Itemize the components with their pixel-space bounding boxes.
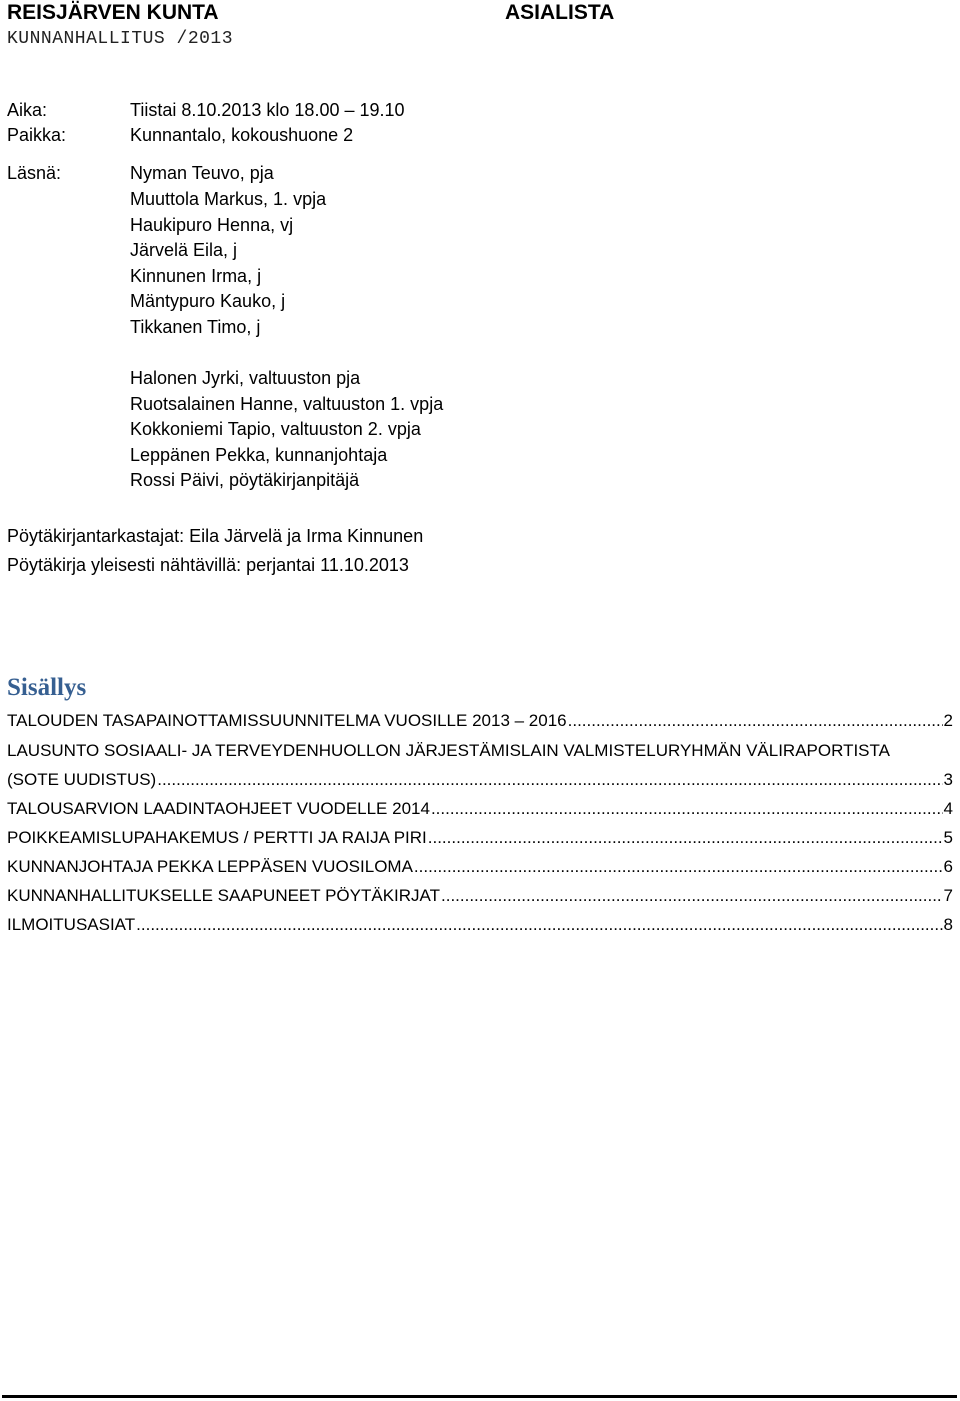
place-label: Paikka: — [7, 125, 67, 145]
document-type: ASIALISTA — [505, 1, 615, 24]
toc-leader-dots — [441, 886, 943, 906]
minutes-public-display: Pöytäkirja yleisesti nähtävillä: perjantai 11.10.2013 — [7, 555, 409, 575]
toc-entry-page: 4 — [943, 799, 953, 818]
present-label: Läsnä: — [7, 163, 62, 183]
other-attendee-line: Rossi Päivi, pöytäkirjanpitäjä — [130, 470, 360, 490]
toc-leader-dots — [414, 857, 943, 877]
toc-entry-title: (SOTE UUDISTUS) — [7, 770, 157, 789]
toc-leader-dots — [136, 915, 942, 935]
toc-leader-dots — [568, 711, 943, 731]
toc-entry-page: 6 — [943, 857, 953, 876]
member-line: Tikkanen Timo, j — [130, 317, 261, 337]
toc-heading: Sisällys — [7, 674, 87, 701]
body-and-number: KUNNANHALLITUS /2013 — [7, 29, 234, 49]
toc-entry-title: KUNNANJOHTAJA PEKKA LEPPÄSEN VUOSILOMA — [7, 857, 413, 876]
toc-entry-title: POIKKEAMISLUPAHAKEMUS / PERTTI JA RAIJA PIRI — [7, 828, 427, 847]
member-line: Mäntypuro Kauko, j — [130, 291, 286, 311]
member-line: Muuttola Markus, 1. vpja — [130, 189, 327, 209]
toc-entry[interactable] — [7, 857, 953, 883]
time-label: Aika: — [7, 100, 48, 120]
toc-entry[interactable] — [7, 799, 953, 825]
place-value: Kunnantalo, kokoushuone 2 — [130, 125, 354, 145]
toc-leader-dots — [157, 770, 942, 790]
toc-entry-page: 8 — [943, 915, 953, 934]
toc-entry[interactable] — [7, 886, 953, 912]
other-attendee-line: Leppänen Pekka, kunnanjohtaja — [130, 445, 388, 465]
toc-entry-page: 3 — [943, 770, 953, 789]
toc-entry-title: TALOUSARVION LAADINTAOHJEET VUODELLE 2014 — [7, 799, 430, 818]
minutes-checkers: Pöytäkirjantarkastajat: Eila Järvelä ja Irma Kinnunen — [7, 526, 424, 546]
member-line: Järvelä Eila, j — [130, 240, 238, 260]
other-attendee-line: Kokkoniemi Tapio, valtuuston 2. vpja — [130, 419, 421, 439]
toc-entry[interactable] — [7, 915, 953, 941]
toc-entry[interactable] — [7, 770, 953, 796]
toc-entry-title: TALOUDEN TASAPAINOTTAMISSUUNNITELMA VUOSILLE 2013 – 2016 — [7, 711, 567, 730]
toc-entry-page: 7 — [943, 886, 953, 905]
other-attendee-line: Ruotsalainen Hanne, valtuuston 1. vpja — [130, 394, 444, 414]
toc-entry-title: KUNNANHALLITUKSELLE SAAPUNEET PÖYTÄKIRJAT — [7, 886, 440, 905]
time-value: Tiistai 8.10.2013 klo 18.00 – 19.10 — [130, 100, 405, 120]
member-line: Kinnunen Irma, j — [130, 266, 262, 286]
toc-entry[interactable] — [7, 711, 953, 737]
toc-entry[interactable] — [7, 828, 953, 854]
toc-leader-dots — [428, 828, 943, 848]
member-line: Haukipuro Henna, vj — [130, 215, 294, 235]
member-line: Nyman Teuvo, pja — [130, 163, 274, 183]
footer-rule — [2, 1395, 957, 1398]
toc-entry-page: 5 — [943, 828, 953, 847]
toc-entry-title-line1[interactable]: LAUSUNTO SOSIAALI- JA TERVEYDENHUOLLON JÄRJESTÄMISLAIN VALMISTELURYHMÄN VÄLIRAPORTISTA — [7, 741, 890, 760]
toc-entry-title: ILMOITUSASIAT — [7, 915, 136, 934]
organization-name: REISJÄRVEN KUNTA — [7, 1, 219, 24]
other-attendee-line: Halonen Jyrki, valtuuston pja — [130, 368, 361, 388]
toc-leader-dots — [431, 799, 943, 819]
toc-entry-page: 2 — [943, 711, 953, 730]
